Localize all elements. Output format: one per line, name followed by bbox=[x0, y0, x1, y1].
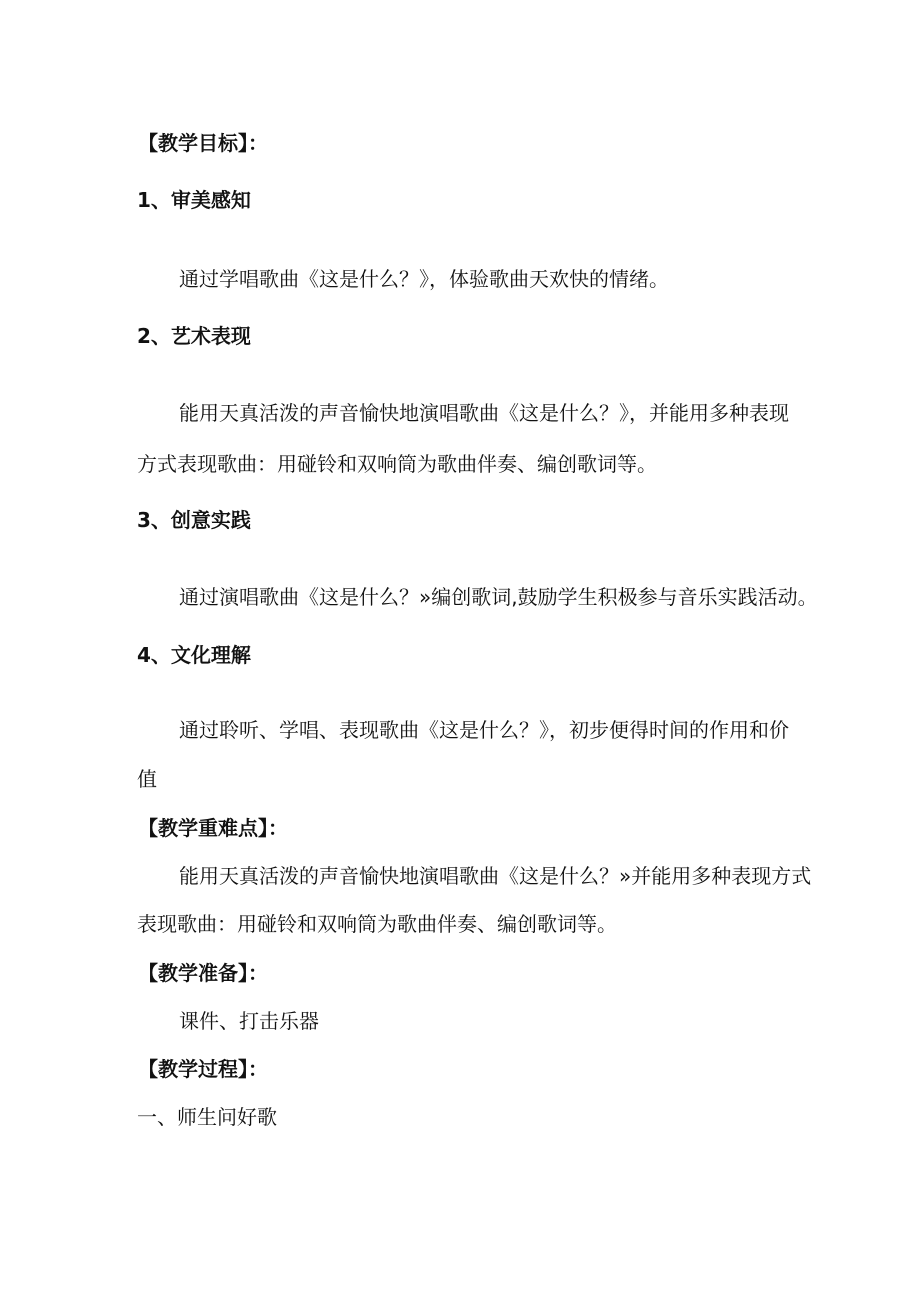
item2-text-line2: 方式表现歌曲：用碰铃和双响筒为歌曲伴奏、编创歌词等。 bbox=[137, 452, 657, 476]
process-heading: 【教学过程】： bbox=[138, 1057, 268, 1081]
item2-title: 2、艺术表现 bbox=[137, 324, 251, 348]
item1-title: 1、审美感知 bbox=[137, 188, 251, 212]
item3-text: 通过演唱歌曲《这是什么？»编创歌词,鼓励学生积极参与音乐实践活动。 bbox=[179, 585, 818, 609]
prep-text: 课件、打击乐器 bbox=[179, 1009, 319, 1033]
item1-text: 通过学唱歌曲《这是什么？》，体验歌曲天欢快的情绪。 bbox=[179, 267, 669, 291]
objectives-heading: 【教学目标】： bbox=[138, 131, 268, 155]
prep-heading: 【教学准备】： bbox=[138, 961, 268, 985]
item3-title: 3、创意实践 bbox=[137, 508, 251, 532]
keypoints-line2: 表现歌曲：用碰铃和双响筒为歌曲伴奏、编创歌词等。 bbox=[137, 912, 617, 936]
process-step1: 一、师生问好歌 bbox=[137, 1105, 277, 1129]
keypoints-heading: 【教学重难点】： bbox=[138, 816, 288, 840]
item4-text-line2: 值 bbox=[137, 767, 157, 791]
item4-text-line1: 通过聆听、学唱、表现歌曲《这是什么？》，初步便得时间的作用和价 bbox=[179, 718, 789, 742]
item2-text-line1: 能用天真活泼的声音愉快地演唱歌曲《这是什么？》，并能用多种表现 bbox=[179, 401, 789, 425]
keypoints-line1: 能用天真活泼的声音愉快地演唱歌曲《这是什么？»并能用多种表现方式 bbox=[179, 864, 812, 888]
item4-title: 4、文化理解 bbox=[137, 643, 251, 667]
